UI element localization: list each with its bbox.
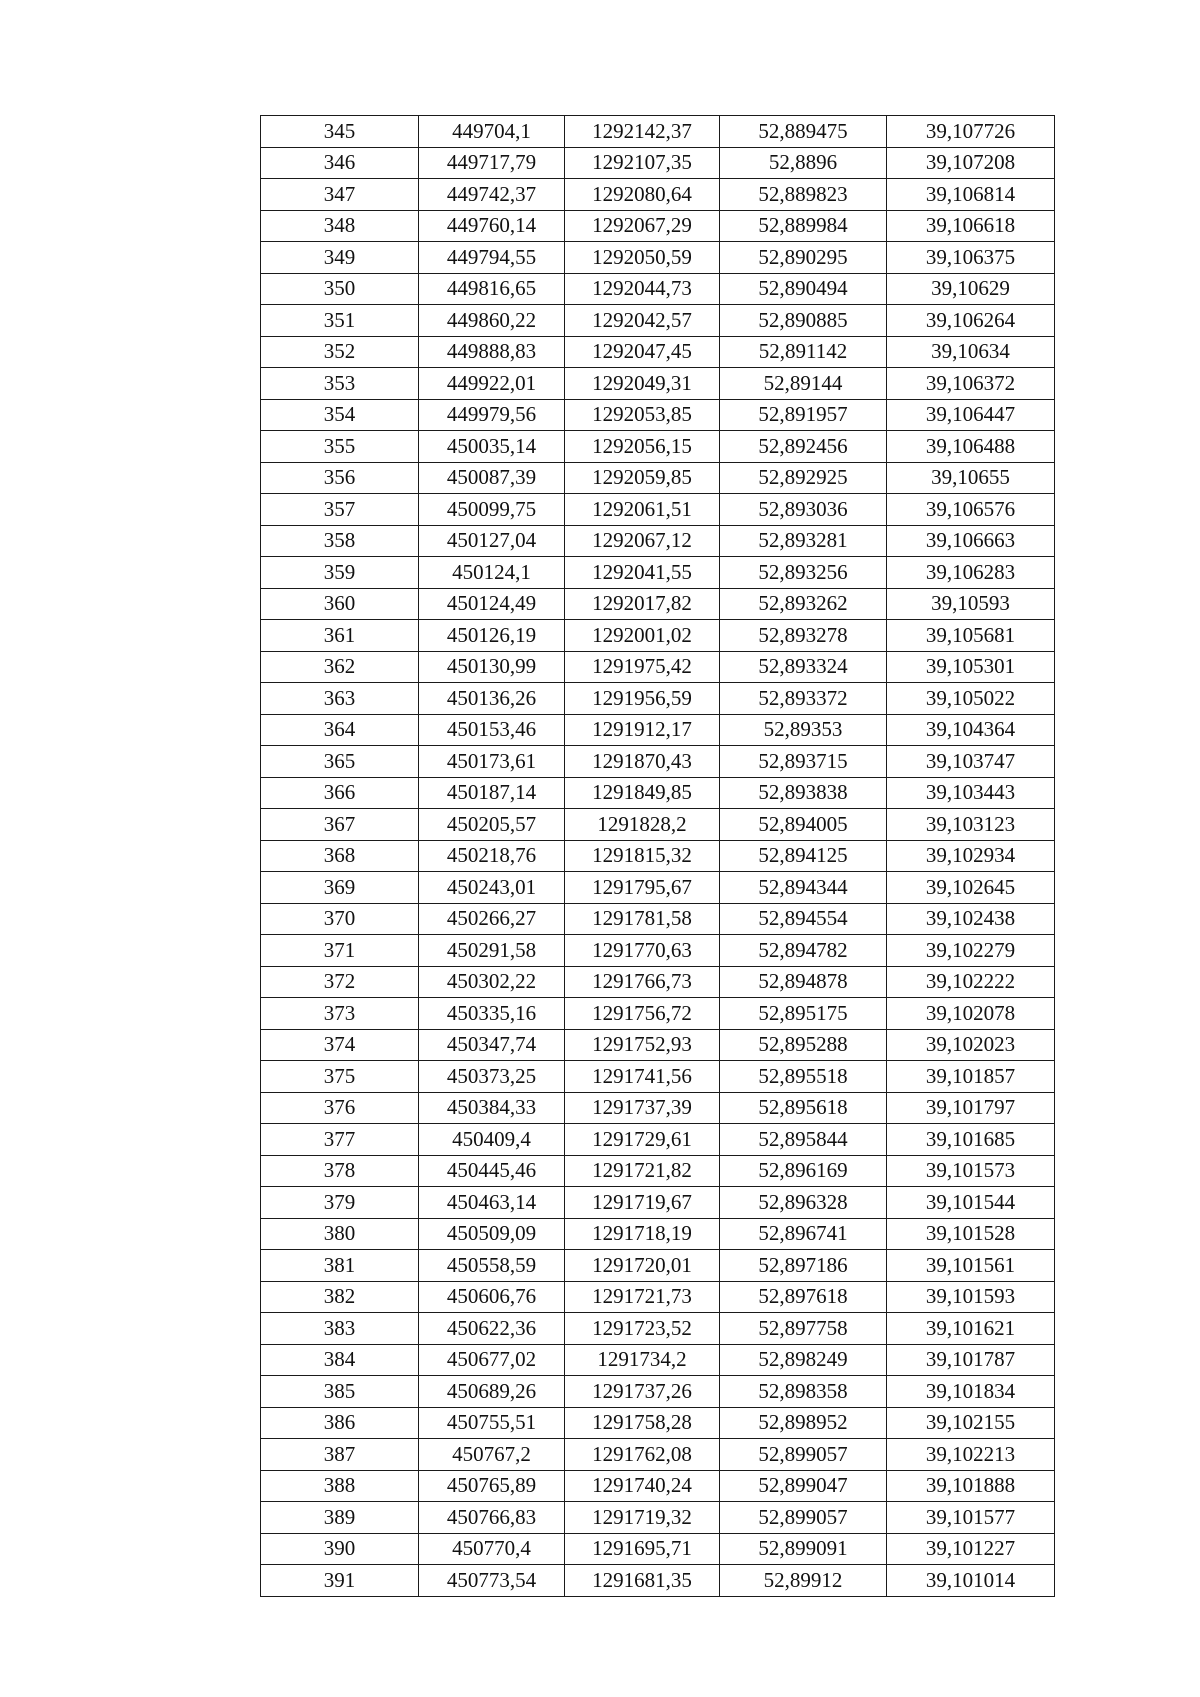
table-row <box>261 525 1055 557</box>
y-coordinate-cell: 1291762,08 <box>565 1439 720 1471</box>
latitude-cell: 52,89912 <box>720 1565 887 1597</box>
latitude-cell: 52,893281 <box>720 525 887 557</box>
point-number-cell: 375 <box>261 1061 419 1093</box>
longitude-cell: 39,102279 <box>887 935 1055 967</box>
table-row <box>261 1250 1055 1282</box>
longitude-cell: 39,101227 <box>887 1533 1055 1565</box>
x-coordinate-cell: 450302,22 <box>419 966 565 998</box>
table-row <box>261 1124 1055 1156</box>
x-coordinate-cell: 449979,56 <box>419 399 565 431</box>
y-coordinate-cell: 1292050,59 <box>565 242 720 274</box>
coordinates-table <box>260 115 1055 1597</box>
y-coordinate-cell: 1292080,64 <box>565 179 720 211</box>
table-row <box>261 651 1055 683</box>
longitude-cell: 39,103123 <box>887 809 1055 841</box>
point-number-cell: 387 <box>261 1439 419 1471</box>
x-coordinate-cell: 450606,76 <box>419 1281 565 1313</box>
table-row <box>261 368 1055 400</box>
y-coordinate-cell: 1292067,29 <box>565 210 720 242</box>
point-number-cell: 379 <box>261 1187 419 1219</box>
table-row <box>261 242 1055 274</box>
latitude-cell: 52,894554 <box>720 903 887 935</box>
longitude-cell: 39,102934 <box>887 840 1055 872</box>
point-number-cell: 354 <box>261 399 419 431</box>
x-coordinate-cell: 450755,51 <box>419 1407 565 1439</box>
longitude-cell: 39,101014 <box>887 1565 1055 1597</box>
point-number-cell: 345 <box>261 116 419 148</box>
y-coordinate-cell: 1291795,67 <box>565 872 720 904</box>
y-coordinate-cell: 1292042,57 <box>565 305 720 337</box>
latitude-cell: 52,894125 <box>720 840 887 872</box>
x-coordinate-cell: 450126,19 <box>419 620 565 652</box>
table-row <box>261 1092 1055 1124</box>
longitude-cell: 39,106576 <box>887 494 1055 526</box>
latitude-cell: 52,891142 <box>720 336 887 368</box>
point-number-cell: 385 <box>261 1376 419 1408</box>
point-number-cell: 374 <box>261 1029 419 1061</box>
x-coordinate-cell: 450773,54 <box>419 1565 565 1597</box>
y-coordinate-cell: 1291828,2 <box>565 809 720 841</box>
longitude-cell: 39,10634 <box>887 336 1055 368</box>
x-coordinate-cell: 450127,04 <box>419 525 565 557</box>
table-row <box>261 431 1055 463</box>
y-coordinate-cell: 1292056,15 <box>565 431 720 463</box>
table-row <box>261 872 1055 904</box>
y-coordinate-cell: 1291752,93 <box>565 1029 720 1061</box>
y-coordinate-cell: 1291956,59 <box>565 683 720 715</box>
longitude-cell: 39,102645 <box>887 872 1055 904</box>
latitude-cell: 52,897186 <box>720 1250 887 1282</box>
longitude-cell: 39,107726 <box>887 116 1055 148</box>
point-number-cell: 359 <box>261 557 419 589</box>
point-number-cell: 364 <box>261 714 419 746</box>
point-number-cell: 346 <box>261 147 419 179</box>
y-coordinate-cell: 1291756,72 <box>565 998 720 1030</box>
x-coordinate-cell: 450463,14 <box>419 1187 565 1219</box>
latitude-cell: 52,89353 <box>720 714 887 746</box>
longitude-cell: 39,101685 <box>887 1124 1055 1156</box>
y-coordinate-cell: 1292044,73 <box>565 273 720 305</box>
table-row <box>261 1533 1055 1565</box>
table-row <box>261 1029 1055 1061</box>
latitude-cell: 52,898249 <box>720 1344 887 1376</box>
table-row <box>261 588 1055 620</box>
table-row <box>261 494 1055 526</box>
x-coordinate-cell: 450124,49 <box>419 588 565 620</box>
x-coordinate-cell: 450445,46 <box>419 1155 565 1187</box>
table-row <box>261 935 1055 967</box>
latitude-cell: 52,889984 <box>720 210 887 242</box>
point-number-cell: 353 <box>261 368 419 400</box>
longitude-cell: 39,101577 <box>887 1502 1055 1534</box>
longitude-cell: 39,101857 <box>887 1061 1055 1093</box>
latitude-cell: 52,899057 <box>720 1439 887 1471</box>
x-coordinate-cell: 450130,99 <box>419 651 565 683</box>
longitude-cell: 39,106814 <box>887 179 1055 211</box>
y-coordinate-cell: 1291758,28 <box>565 1407 720 1439</box>
x-coordinate-cell: 450243,01 <box>419 872 565 904</box>
x-coordinate-cell: 450767,2 <box>419 1439 565 1471</box>
latitude-cell: 52,893262 <box>720 588 887 620</box>
y-coordinate-cell: 1291729,61 <box>565 1124 720 1156</box>
y-coordinate-cell: 1292142,37 <box>565 116 720 148</box>
point-number-cell: 383 <box>261 1313 419 1345</box>
latitude-cell: 52,899057 <box>720 1502 887 1534</box>
table-row <box>261 273 1055 305</box>
latitude-cell: 52,89144 <box>720 368 887 400</box>
longitude-cell: 39,102023 <box>887 1029 1055 1061</box>
x-coordinate-cell: 450677,02 <box>419 1344 565 1376</box>
table-row <box>261 809 1055 841</box>
longitude-cell: 39,104364 <box>887 714 1055 746</box>
y-coordinate-cell: 1291849,85 <box>565 777 720 809</box>
point-number-cell: 361 <box>261 620 419 652</box>
y-coordinate-cell: 1291781,58 <box>565 903 720 935</box>
longitude-cell: 39,105681 <box>887 620 1055 652</box>
y-coordinate-cell: 1291721,73 <box>565 1281 720 1313</box>
y-coordinate-cell: 1292041,55 <box>565 557 720 589</box>
y-coordinate-cell: 1291720,01 <box>565 1250 720 1282</box>
table-row <box>261 210 1055 242</box>
latitude-cell: 52,896741 <box>720 1218 887 1250</box>
y-coordinate-cell: 1291741,56 <box>565 1061 720 1093</box>
latitude-cell: 52,896169 <box>720 1155 887 1187</box>
point-number-cell: 382 <box>261 1281 419 1313</box>
y-coordinate-cell: 1291723,52 <box>565 1313 720 1345</box>
x-coordinate-cell: 450291,58 <box>419 935 565 967</box>
y-coordinate-cell: 1291721,82 <box>565 1155 720 1187</box>
point-number-cell: 368 <box>261 840 419 872</box>
table-row <box>261 777 1055 809</box>
x-coordinate-cell: 450509,09 <box>419 1218 565 1250</box>
longitude-cell: 39,101787 <box>887 1344 1055 1376</box>
table-row <box>261 1281 1055 1313</box>
longitude-cell: 39,106372 <box>887 368 1055 400</box>
x-coordinate-cell: 449704,1 <box>419 116 565 148</box>
coordinates-table-body <box>261 116 1055 1597</box>
point-number-cell: 380 <box>261 1218 419 1250</box>
point-number-cell: 356 <box>261 462 419 494</box>
latitude-cell: 52,899047 <box>720 1470 887 1502</box>
y-coordinate-cell: 1291734,2 <box>565 1344 720 1376</box>
table-row <box>261 683 1055 715</box>
y-coordinate-cell: 1291737,26 <box>565 1376 720 1408</box>
longitude-cell: 39,10593 <box>887 588 1055 620</box>
x-coordinate-cell: 450173,61 <box>419 746 565 778</box>
x-coordinate-cell: 450035,14 <box>419 431 565 463</box>
y-coordinate-cell: 1291912,17 <box>565 714 720 746</box>
y-coordinate-cell: 1292107,35 <box>565 147 720 179</box>
point-number-cell: 367 <box>261 809 419 841</box>
x-coordinate-cell: 450124,1 <box>419 557 565 589</box>
longitude-cell: 39,102078 <box>887 998 1055 1030</box>
point-number-cell: 369 <box>261 872 419 904</box>
table-row <box>261 557 1055 589</box>
x-coordinate-cell: 449922,01 <box>419 368 565 400</box>
x-coordinate-cell: 450087,39 <box>419 462 565 494</box>
latitude-cell: 52,894005 <box>720 809 887 841</box>
longitude-cell: 39,10655 <box>887 462 1055 494</box>
table-row <box>261 399 1055 431</box>
latitude-cell: 52,8896 <box>720 147 887 179</box>
y-coordinate-cell: 1291681,35 <box>565 1565 720 1597</box>
longitude-cell: 39,106264 <box>887 305 1055 337</box>
longitude-cell: 39,102222 <box>887 966 1055 998</box>
x-coordinate-cell: 450409,4 <box>419 1124 565 1156</box>
latitude-cell: 52,893256 <box>720 557 887 589</box>
point-number-cell: 365 <box>261 746 419 778</box>
y-coordinate-cell: 1292017,82 <box>565 588 720 620</box>
table-row <box>261 1061 1055 1093</box>
y-coordinate-cell: 1291975,42 <box>565 651 720 683</box>
y-coordinate-cell: 1292053,85 <box>565 399 720 431</box>
point-number-cell: 373 <box>261 998 419 1030</box>
point-number-cell: 370 <box>261 903 419 935</box>
latitude-cell: 52,893036 <box>720 494 887 526</box>
point-number-cell: 347 <box>261 179 419 211</box>
table-row <box>261 1313 1055 1345</box>
x-coordinate-cell: 450335,16 <box>419 998 565 1030</box>
point-number-cell: 386 <box>261 1407 419 1439</box>
longitude-cell: 39,10629 <box>887 273 1055 305</box>
x-coordinate-cell: 450558,59 <box>419 1250 565 1282</box>
point-number-cell: 389 <box>261 1502 419 1534</box>
x-coordinate-cell: 450373,25 <box>419 1061 565 1093</box>
longitude-cell: 39,102213 <box>887 1439 1055 1471</box>
longitude-cell: 39,102155 <box>887 1407 1055 1439</box>
x-coordinate-cell: 450766,83 <box>419 1502 565 1534</box>
y-coordinate-cell: 1291770,63 <box>565 935 720 967</box>
x-coordinate-cell: 450266,27 <box>419 903 565 935</box>
longitude-cell: 39,101573 <box>887 1155 1055 1187</box>
point-number-cell: 348 <box>261 210 419 242</box>
latitude-cell: 52,894782 <box>720 935 887 967</box>
y-coordinate-cell: 1291870,43 <box>565 746 720 778</box>
latitude-cell: 52,893715 <box>720 746 887 778</box>
latitude-cell: 52,895175 <box>720 998 887 1030</box>
table-row <box>261 620 1055 652</box>
y-coordinate-cell: 1292067,12 <box>565 525 720 557</box>
latitude-cell: 52,890295 <box>720 242 887 274</box>
latitude-cell: 52,895844 <box>720 1124 887 1156</box>
longitude-cell: 39,101561 <box>887 1250 1055 1282</box>
table-row <box>261 1344 1055 1376</box>
table-row <box>261 1502 1055 1534</box>
point-number-cell: 371 <box>261 935 419 967</box>
point-number-cell: 360 <box>261 588 419 620</box>
point-number-cell: 362 <box>261 651 419 683</box>
latitude-cell: 52,894344 <box>720 872 887 904</box>
latitude-cell: 52,889823 <box>720 179 887 211</box>
latitude-cell: 52,896328 <box>720 1187 887 1219</box>
y-coordinate-cell: 1291718,19 <box>565 1218 720 1250</box>
longitude-cell: 39,101834 <box>887 1376 1055 1408</box>
x-coordinate-cell: 449888,83 <box>419 336 565 368</box>
y-coordinate-cell: 1291719,67 <box>565 1187 720 1219</box>
longitude-cell: 39,101888 <box>887 1470 1055 1502</box>
x-coordinate-cell: 449742,37 <box>419 179 565 211</box>
x-coordinate-cell: 450218,76 <box>419 840 565 872</box>
x-coordinate-cell: 449760,14 <box>419 210 565 242</box>
latitude-cell: 52,898358 <box>720 1376 887 1408</box>
latitude-cell: 52,893372 <box>720 683 887 715</box>
latitude-cell: 52,890885 <box>720 305 887 337</box>
table-row <box>261 462 1055 494</box>
longitude-cell: 39,105022 <box>887 683 1055 715</box>
y-coordinate-cell: 1292049,31 <box>565 368 720 400</box>
x-coordinate-cell: 449860,22 <box>419 305 565 337</box>
point-number-cell: 351 <box>261 305 419 337</box>
table-row <box>261 1376 1055 1408</box>
point-number-cell: 350 <box>261 273 419 305</box>
y-coordinate-cell: 1291695,71 <box>565 1533 720 1565</box>
longitude-cell: 39,103747 <box>887 746 1055 778</box>
table-row <box>261 840 1055 872</box>
point-number-cell: 355 <box>261 431 419 463</box>
y-coordinate-cell: 1292001,02 <box>565 620 720 652</box>
table-row <box>261 1565 1055 1597</box>
latitude-cell: 52,897758 <box>720 1313 887 1345</box>
point-number-cell: 391 <box>261 1565 419 1597</box>
longitude-cell: 39,105301 <box>887 651 1055 683</box>
y-coordinate-cell: 1292061,51 <box>565 494 720 526</box>
point-number-cell: 357 <box>261 494 419 526</box>
table-row <box>261 1218 1055 1250</box>
x-coordinate-cell: 450384,33 <box>419 1092 565 1124</box>
x-coordinate-cell: 450136,26 <box>419 683 565 715</box>
longitude-cell: 39,106618 <box>887 210 1055 242</box>
table-row <box>261 116 1055 148</box>
y-coordinate-cell: 1291719,32 <box>565 1502 720 1534</box>
x-coordinate-cell: 449717,79 <box>419 147 565 179</box>
latitude-cell: 52,893838 <box>720 777 887 809</box>
latitude-cell: 52,890494 <box>720 273 887 305</box>
point-number-cell: 358 <box>261 525 419 557</box>
latitude-cell: 52,892456 <box>720 431 887 463</box>
longitude-cell: 39,101621 <box>887 1313 1055 1345</box>
point-number-cell: 388 <box>261 1470 419 1502</box>
point-number-cell: 363 <box>261 683 419 715</box>
longitude-cell: 39,106283 <box>887 557 1055 589</box>
table-row <box>261 1439 1055 1471</box>
point-number-cell: 352 <box>261 336 419 368</box>
y-coordinate-cell: 1292047,45 <box>565 336 720 368</box>
point-number-cell: 381 <box>261 1250 419 1282</box>
point-number-cell: 390 <box>261 1533 419 1565</box>
longitude-cell: 39,106488 <box>887 431 1055 463</box>
y-coordinate-cell: 1291740,24 <box>565 1470 720 1502</box>
longitude-cell: 39,106447 <box>887 399 1055 431</box>
table-row <box>261 147 1055 179</box>
point-number-cell: 376 <box>261 1092 419 1124</box>
point-number-cell: 377 <box>261 1124 419 1156</box>
x-coordinate-cell: 450765,89 <box>419 1470 565 1502</box>
table-row <box>261 903 1055 935</box>
point-number-cell: 349 <box>261 242 419 274</box>
x-coordinate-cell: 449816,65 <box>419 273 565 305</box>
table-row <box>261 966 1055 998</box>
point-number-cell: 378 <box>261 1155 419 1187</box>
latitude-cell: 52,895518 <box>720 1061 887 1093</box>
x-coordinate-cell: 450205,57 <box>419 809 565 841</box>
point-number-cell: 372 <box>261 966 419 998</box>
x-coordinate-cell: 450770,4 <box>419 1533 565 1565</box>
x-coordinate-cell: 450622,36 <box>419 1313 565 1345</box>
latitude-cell: 52,895288 <box>720 1029 887 1061</box>
latitude-cell: 52,889475 <box>720 116 887 148</box>
longitude-cell: 39,106375 <box>887 242 1055 274</box>
longitude-cell: 39,106663 <box>887 525 1055 557</box>
latitude-cell: 52,894878 <box>720 966 887 998</box>
latitude-cell: 52,891957 <box>720 399 887 431</box>
latitude-cell: 52,897618 <box>720 1281 887 1313</box>
table-row <box>261 1187 1055 1219</box>
point-number-cell: 366 <box>261 777 419 809</box>
longitude-cell: 39,101797 <box>887 1092 1055 1124</box>
table-row <box>261 1407 1055 1439</box>
y-coordinate-cell: 1291766,73 <box>565 966 720 998</box>
longitude-cell: 39,101544 <box>887 1187 1055 1219</box>
table-row <box>261 746 1055 778</box>
latitude-cell: 52,895618 <box>720 1092 887 1124</box>
table-row <box>261 1470 1055 1502</box>
table-row <box>261 179 1055 211</box>
latitude-cell: 52,892925 <box>720 462 887 494</box>
point-number-cell: 384 <box>261 1344 419 1376</box>
table-row <box>261 714 1055 746</box>
table-row <box>261 998 1055 1030</box>
latitude-cell: 52,899091 <box>720 1533 887 1565</box>
longitude-cell: 39,101593 <box>887 1281 1055 1313</box>
x-coordinate-cell: 449794,55 <box>419 242 565 274</box>
x-coordinate-cell: 450187,14 <box>419 777 565 809</box>
latitude-cell: 52,893324 <box>720 651 887 683</box>
longitude-cell: 39,107208 <box>887 147 1055 179</box>
longitude-cell: 39,103443 <box>887 777 1055 809</box>
latitude-cell: 52,898952 <box>720 1407 887 1439</box>
y-coordinate-cell: 1291737,39 <box>565 1092 720 1124</box>
y-coordinate-cell: 1291815,32 <box>565 840 720 872</box>
longitude-cell: 39,101528 <box>887 1218 1055 1250</box>
x-coordinate-cell: 450099,75 <box>419 494 565 526</box>
latitude-cell: 52,893278 <box>720 620 887 652</box>
table-row <box>261 305 1055 337</box>
x-coordinate-cell: 450153,46 <box>419 714 565 746</box>
y-coordinate-cell: 1292059,85 <box>565 462 720 494</box>
longitude-cell: 39,102438 <box>887 903 1055 935</box>
x-coordinate-cell: 450347,74 <box>419 1029 565 1061</box>
x-coordinate-cell: 450689,26 <box>419 1376 565 1408</box>
table-row <box>261 336 1055 368</box>
table-row <box>261 1155 1055 1187</box>
